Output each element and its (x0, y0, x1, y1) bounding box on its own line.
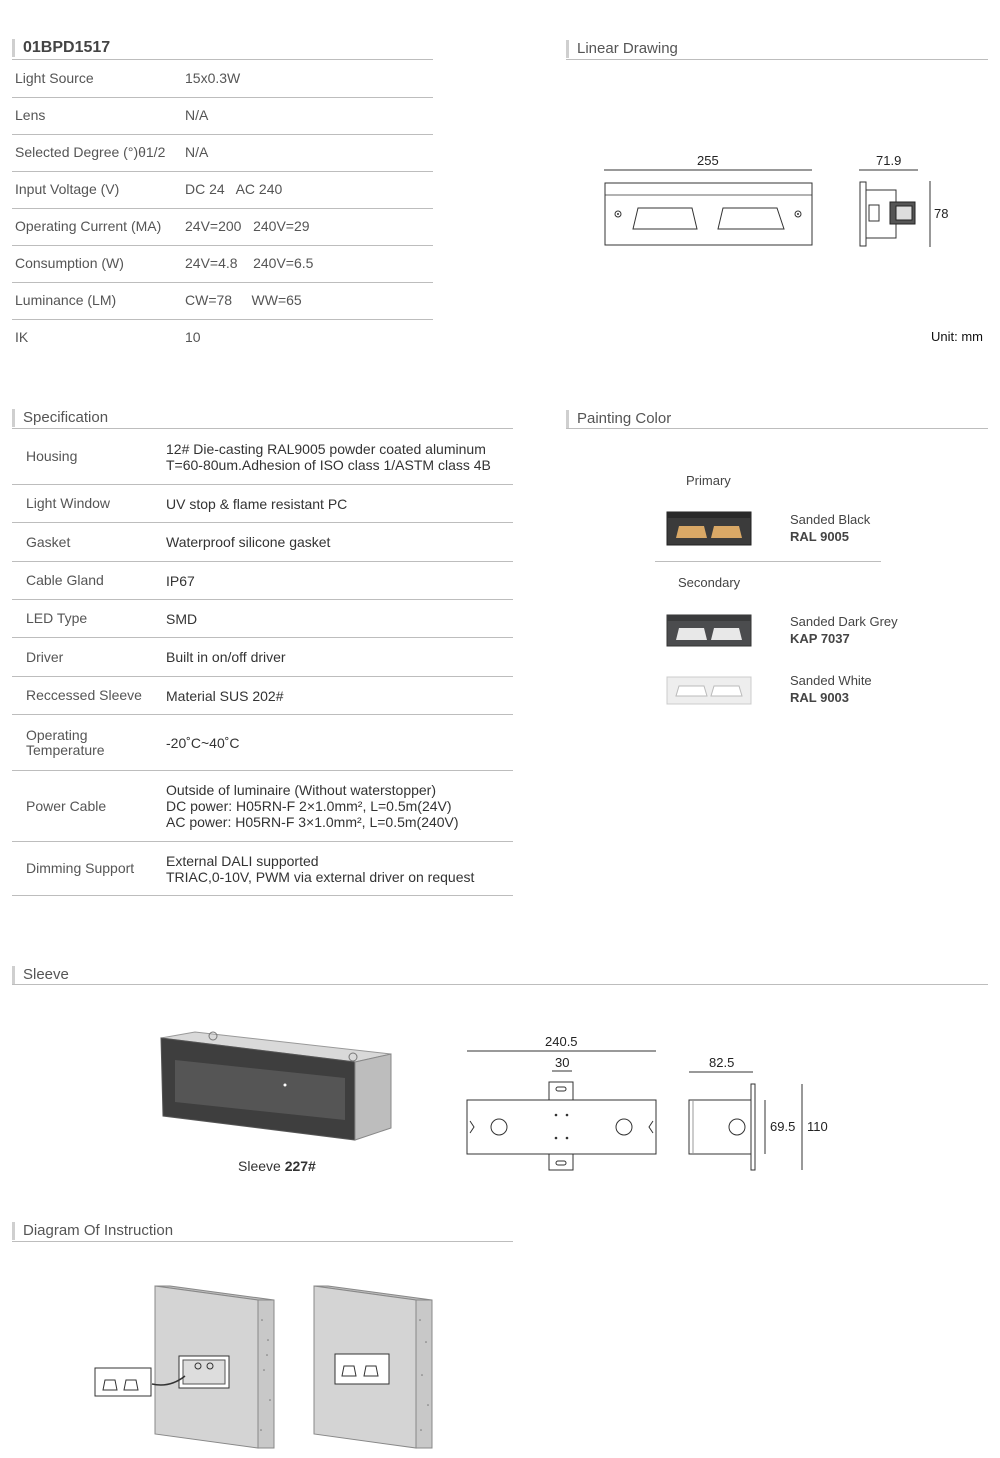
swatch-sanded-white-image (666, 676, 752, 706)
property-row (12, 171, 433, 209)
property-row (12, 208, 433, 246)
property-row (12, 319, 433, 356)
spec-row (12, 429, 513, 485)
sleeve-title: Sleeve (12, 966, 69, 984)
instruction-title: Diagram Of Instruction (12, 1222, 173, 1240)
property-key: Consumption (W) (15, 255, 124, 271)
dim-height: 78 (934, 206, 949, 221)
property-value: 15x0.3W (185, 70, 241, 86)
spec-row (12, 842, 513, 896)
property-value: DC 24 AC 240 (185, 181, 283, 197)
spec-value-line: SMD (166, 610, 198, 627)
spec-row (12, 771, 513, 842)
property-row (12, 282, 433, 320)
property-key: Input Voltage (V) (15, 181, 120, 197)
sleeve-caption (238, 1158, 316, 1174)
spec-value-line: UV stop & flame resistant PC (166, 495, 348, 512)
property-row (12, 134, 433, 172)
spec-value (166, 677, 284, 714)
instruction-underline (12, 1241, 513, 1242)
primary-label: Primary (686, 473, 731, 488)
painting-color-underline (566, 428, 988, 429)
sleeve-underline (12, 984, 988, 985)
sleeve-caption-model: 227# (284, 1158, 316, 1174)
swatch-code: RAL 9003 (790, 690, 850, 705)
swatch-sanded-dark-grey-image (666, 614, 752, 648)
property-key: Luminance (LM) (15, 292, 117, 308)
property-key: IK (15, 329, 29, 345)
spec-row (12, 562, 513, 600)
sleeve-dim-height-inner: 69.5 (770, 1119, 796, 1134)
spec-key: Reccessed Sleeve (26, 687, 142, 703)
sleeve-box-image (155, 1030, 400, 1145)
dim-length: 255 (697, 153, 719, 168)
spec-key: Cable Gland (26, 572, 104, 588)
property-value: N/A (185, 144, 209, 160)
property-value: CW=78 WW=65 (185, 292, 302, 308)
swatch-code: RAL 9005 (790, 529, 850, 544)
secondary-label: Secondary (678, 575, 741, 590)
swatch-code: KAP 7037 (790, 631, 850, 646)
sleeve-dim-length: 240.5 (545, 1034, 578, 1049)
property-value: N/A (185, 107, 209, 123)
property-value: 24V=4.8 240V=6.5 (185, 255, 314, 271)
spec-value-line: AC power: H05RN-F 3×1.0mm², L=0.5m(240V) (166, 814, 459, 830)
spec-value (166, 771, 459, 841)
spec-value (166, 429, 491, 484)
spec-row (12, 485, 513, 523)
swatch-name: Sanded Dark Grey (790, 614, 898, 629)
spec-value-line: TRIAC,0-10V, PWM via external driver on request (166, 868, 475, 885)
property-key: Operating Current (MA) (15, 218, 162, 234)
spec-key: Power Cable (26, 797, 107, 814)
swatch-name: Sanded White (790, 673, 872, 688)
unit-label: Unit: mm (931, 329, 983, 344)
property-key: Light Source (15, 70, 94, 86)
spec-key: Light Window (26, 495, 111, 511)
spec-value-line: External DALI supported (166, 852, 319, 869)
property-value: 10 (185, 329, 201, 345)
spec-value-line: IP67 (166, 572, 195, 589)
spec-row (12, 600, 513, 638)
specification-title: Specification (12, 409, 108, 427)
model-title: 01BPD1517 (12, 39, 110, 57)
sleeve-side-drawing (685, 1060, 815, 1175)
spec-value (166, 485, 347, 522)
swatch-sanded-black (790, 511, 870, 545)
spec-value (166, 523, 330, 561)
painting-color-title: Painting Color (566, 410, 671, 428)
property-row (12, 60, 433, 98)
spec-key: LED Type (26, 610, 88, 626)
spec-value-line: DC power: H05RN-F 2×1.0mm², L=0.5m(24V) (166, 798, 452, 814)
property-row (12, 97, 433, 135)
spec-value-line: Outside of luminaire (Without waterstopper) (166, 782, 436, 798)
spec-key: Operating Temperature (26, 726, 105, 758)
spec-value (166, 562, 195, 599)
spec-key: Housing (26, 448, 78, 464)
swatch-sanded-black-image (666, 511, 752, 547)
spec-key: Dimming Support (26, 860, 135, 876)
spec-value-line: Waterproof silicone gasket (166, 534, 331, 550)
spec-key: Gasket (26, 533, 71, 550)
sleeve-dim-bracket: 30 (555, 1055, 570, 1070)
spec-value (166, 842, 474, 895)
spec-value-line: Material SUS 202# (166, 687, 284, 704)
spec-value-line: -20˚C~40˚C (166, 734, 240, 751)
spec-row (12, 677, 513, 715)
property-row (12, 245, 433, 283)
spec-value-line: Built in on/off driver (166, 649, 286, 665)
sleeve-caption-prefix: Sleeve (238, 1158, 285, 1174)
property-key: Selected Degree (°)θ1/2 (15, 144, 166, 160)
spec-value (166, 600, 197, 637)
primary-divider (655, 561, 881, 562)
linear-drawing-underline (566, 59, 988, 60)
spec-value-line: T=60-80um.Adhesion of ISO class 1/ASTM class 4B (166, 456, 491, 473)
swatch-sanded-dark-grey (790, 613, 898, 647)
dim-depth: 71.9 (876, 153, 902, 168)
spec-row (12, 638, 513, 677)
swatch-sanded-white (790, 672, 872, 706)
property-value: 24V=200 240V=29 (185, 218, 310, 234)
linear-drawing-title: Linear Drawing (566, 40, 678, 58)
sleeve-dim-height-outer: 110 (807, 1119, 828, 1134)
spec-row (12, 523, 513, 562)
linear-drawing (590, 145, 970, 265)
sleeve-dim-depth: 82.5 (709, 1055, 735, 1070)
spec-row (12, 715, 513, 771)
spec-value (166, 638, 286, 676)
swatch-name: Sanded Black (790, 512, 871, 527)
spec-key: Driver (26, 648, 64, 665)
installation-diagram (90, 1280, 440, 1452)
spec-value (166, 715, 240, 770)
spec-value-line: 12# Die-casting RAL9005 powder coated aluminum (166, 440, 486, 457)
property-key: Lens (15, 107, 46, 123)
